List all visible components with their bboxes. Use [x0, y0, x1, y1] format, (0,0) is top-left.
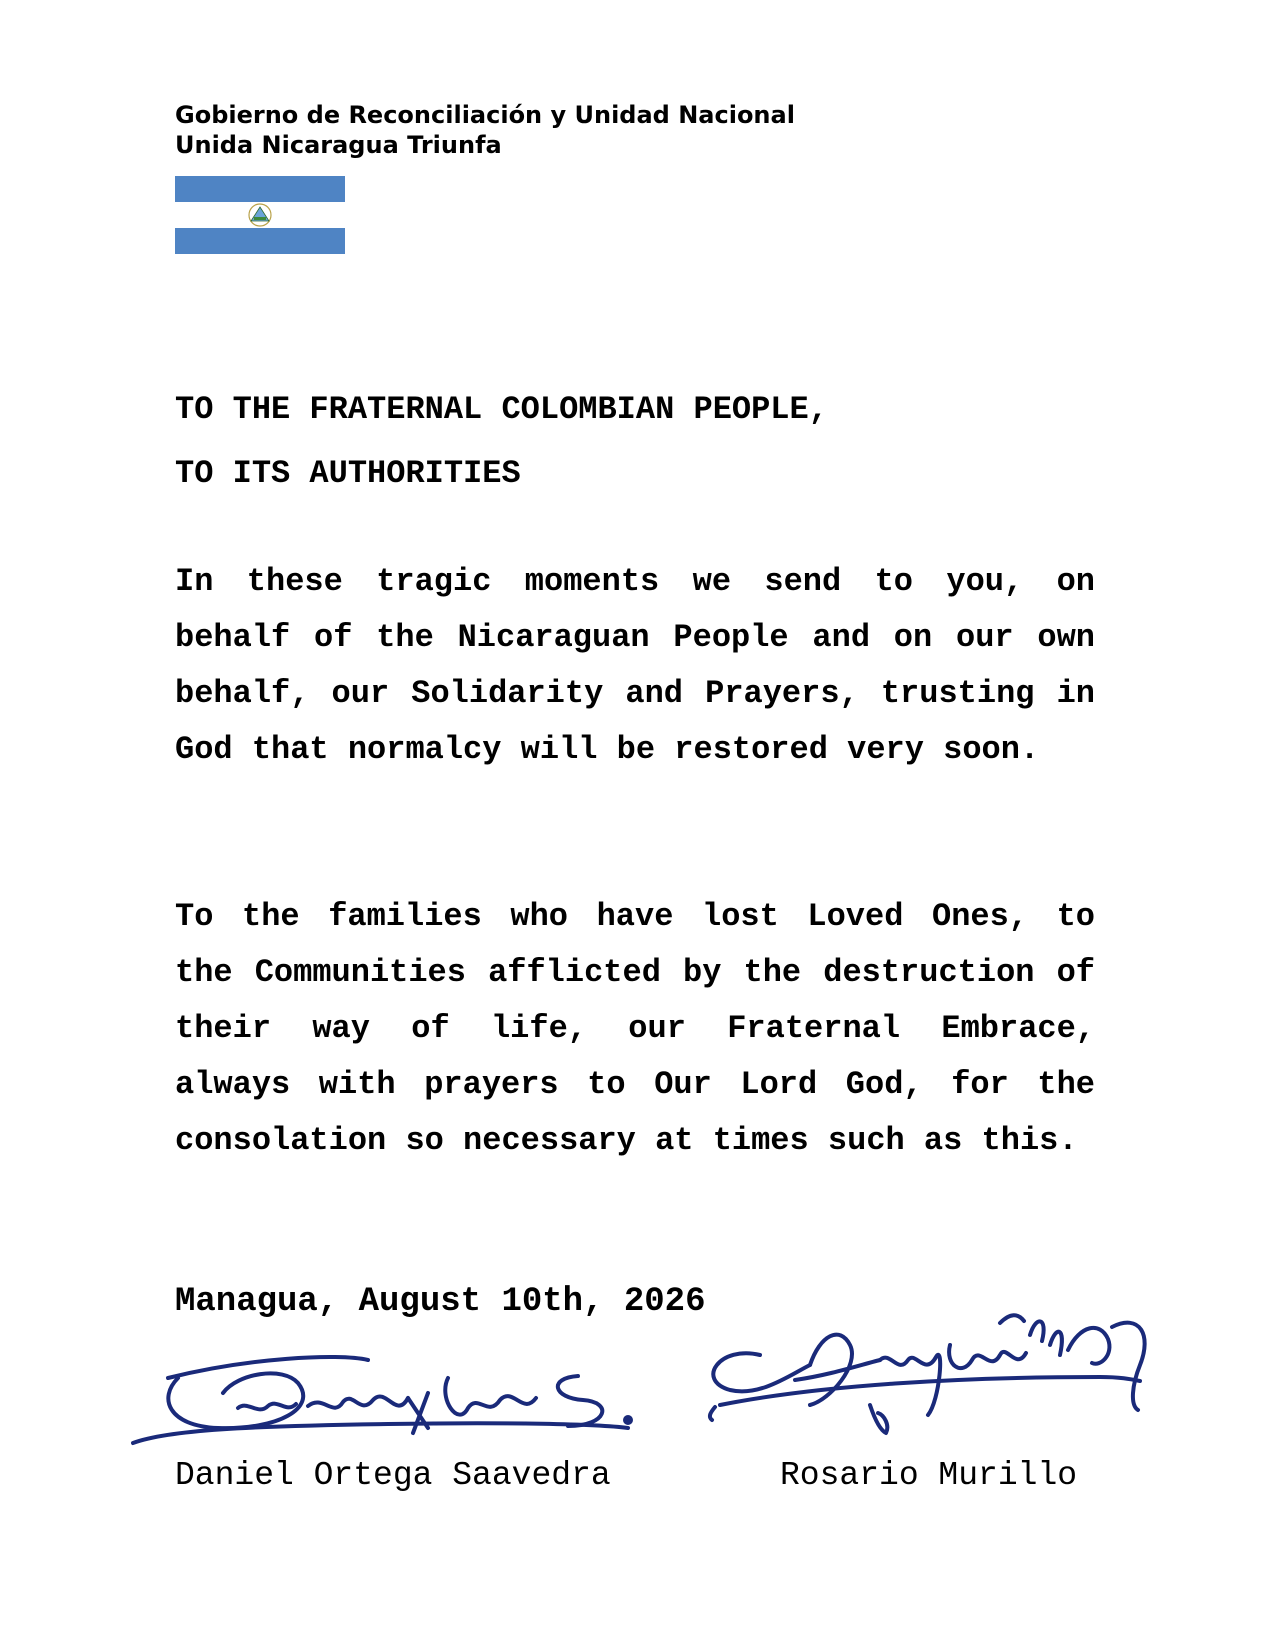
signature-rosario-murillo: [700, 1305, 1170, 1455]
letterhead-slogan: Unida Nicaragua Triunfa: [175, 131, 502, 159]
body-paragraph: To the families who have lost Loved Ones, to the Communities afflicted by the destruction of their way of life, our Fraternal Embrace, always with prayers to Our Lord God, for the consolation so necessary at times such as this.: [175, 898, 1095, 1159]
letterhead: [175, 100, 795, 160]
body-paragraph: In these tragic moments we send to you, on behalf of the Nicaraguan People and on our own behalf, our Solidarity and Prayers, trusting in God that normalcy will be restored very soon.: [175, 563, 1095, 768]
salutation: [175, 378, 828, 506]
nicaragua-flag-icon: [175, 176, 345, 254]
letterhead-government-name: Gobierno de Reconciliación y Unidad Nacional: [175, 101, 795, 129]
signature-daniel-ortega: [128, 1338, 668, 1458]
dateline: Managua, August 10th, 2026: [175, 1283, 706, 1321]
signatory-name: Rosario Murillo: [780, 1457, 1078, 1494]
signatory-name: Daniel Ortega Saavedra: [175, 1457, 611, 1494]
salutation-line: TO ITS AUTHORITIES: [175, 455, 521, 492]
salutation-line: TO THE FRATERNAL COLOMBIAN PEOPLE,: [175, 391, 828, 428]
